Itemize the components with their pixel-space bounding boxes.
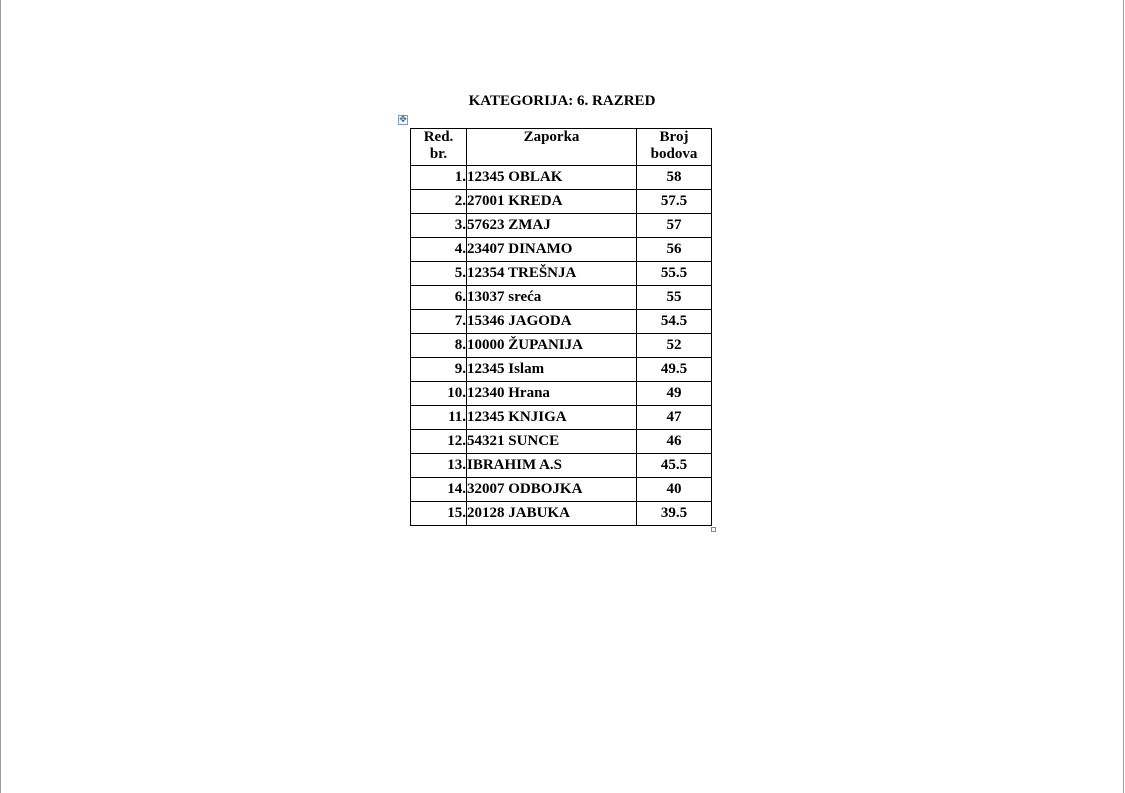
- table-header-row: [411, 129, 712, 166]
- row-number: 14.: [411, 478, 467, 502]
- row-number: 4.: [411, 238, 467, 262]
- table-row: [411, 358, 712, 382]
- row-zaporka: 12345 KNJIGA: [467, 406, 637, 430]
- row-number: 12.: [411, 430, 467, 454]
- row-bodovi: 52: [637, 334, 712, 358]
- table-row: [411, 430, 712, 454]
- header-zaporka: [467, 129, 637, 166]
- row-bodovi: 47: [637, 406, 712, 430]
- header-zaporka-label: Zaporka: [523, 129, 580, 145]
- table-row: [411, 310, 712, 334]
- row-bodovi: 55: [637, 286, 712, 310]
- row-number: 15.: [411, 502, 467, 526]
- row-bodovi: 45.5: [637, 454, 712, 478]
- row-bodovi: 57: [637, 214, 712, 238]
- table-row: [411, 406, 712, 430]
- row-bodovi: 55.5: [637, 262, 712, 286]
- table-row: [411, 454, 712, 478]
- table-row: [411, 262, 712, 286]
- row-number: 2.: [411, 190, 467, 214]
- row-zaporka: 12345 OBLAK: [467, 166, 637, 190]
- row-zaporka: 20128 JABUKA: [467, 502, 637, 526]
- row-zaporka: 32007 ODBOJKA: [467, 478, 637, 502]
- table-move-icon[interactable]: ✥: [399, 115, 407, 125]
- row-bodovi: 46: [637, 430, 712, 454]
- row-bodovi: 49.5: [637, 358, 712, 382]
- row-number: 6.: [411, 286, 467, 310]
- header-red-br: [411, 129, 467, 166]
- row-bodovi: 39.5: [637, 502, 712, 526]
- row-number: 5.: [411, 262, 467, 286]
- results-table: [410, 128, 712, 526]
- header-bodovi-line1: Broj: [659, 129, 689, 145]
- row-bodovi: 58: [637, 166, 712, 190]
- row-zaporka: 12345 Islam: [467, 358, 637, 382]
- row-zaporka: 12340 Hrana: [467, 382, 637, 406]
- row-bodovi: 40: [637, 478, 712, 502]
- row-zaporka: IBRAHIM A.S: [467, 454, 637, 478]
- table-row: [411, 190, 712, 214]
- row-zaporka: 15346 JAGODA: [467, 310, 637, 334]
- table-resize-icon[interactable]: [711, 527, 716, 532]
- table-row: [411, 382, 712, 406]
- row-zaporka: 13037 sreća: [467, 286, 637, 310]
- header-broj-bodova: [637, 129, 712, 166]
- row-number: 9.: [411, 358, 467, 382]
- row-number: 10.: [411, 382, 467, 406]
- row-zaporka: 10000 ŽUPANIJA: [467, 334, 637, 358]
- row-zaporka: 27001 KREDA: [467, 190, 637, 214]
- row-number: 11.: [411, 406, 467, 430]
- row-number: 1.: [411, 166, 467, 190]
- table-row: [411, 166, 712, 190]
- row-bodovi: 49: [637, 382, 712, 406]
- row-zaporka: 54321 SUNCE: [467, 430, 637, 454]
- table-row: [411, 334, 712, 358]
- table-row: [411, 238, 712, 262]
- row-bodovi: 56: [637, 238, 712, 262]
- header-bodovi-line2: bodova: [650, 146, 698, 162]
- row-number: 13.: [411, 454, 467, 478]
- row-bodovi: 54.5: [637, 310, 712, 334]
- row-number: 8.: [411, 334, 467, 358]
- row-zaporka: 23407 DINAMO: [467, 238, 637, 262]
- table-row: [411, 478, 712, 502]
- table-row: [411, 214, 712, 238]
- page-border-left: [0, 0, 1, 793]
- table-row: [411, 286, 712, 310]
- table-row: [411, 502, 712, 526]
- row-zaporka: 12354 TREŠNJA: [467, 262, 637, 286]
- row-bodovi: 57.5: [637, 190, 712, 214]
- header-red-br-line2: br.: [429, 146, 448, 162]
- row-zaporka: 57623 ZMAJ: [467, 214, 637, 238]
- page-border-right: [1123, 0, 1124, 793]
- header-red-br-line1: Red.: [423, 129, 454, 145]
- row-number: 3.: [411, 214, 467, 238]
- document-title: KATEGORIJA: 6. RAZRED: [468, 93, 656, 109]
- row-number: 7.: [411, 310, 467, 334]
